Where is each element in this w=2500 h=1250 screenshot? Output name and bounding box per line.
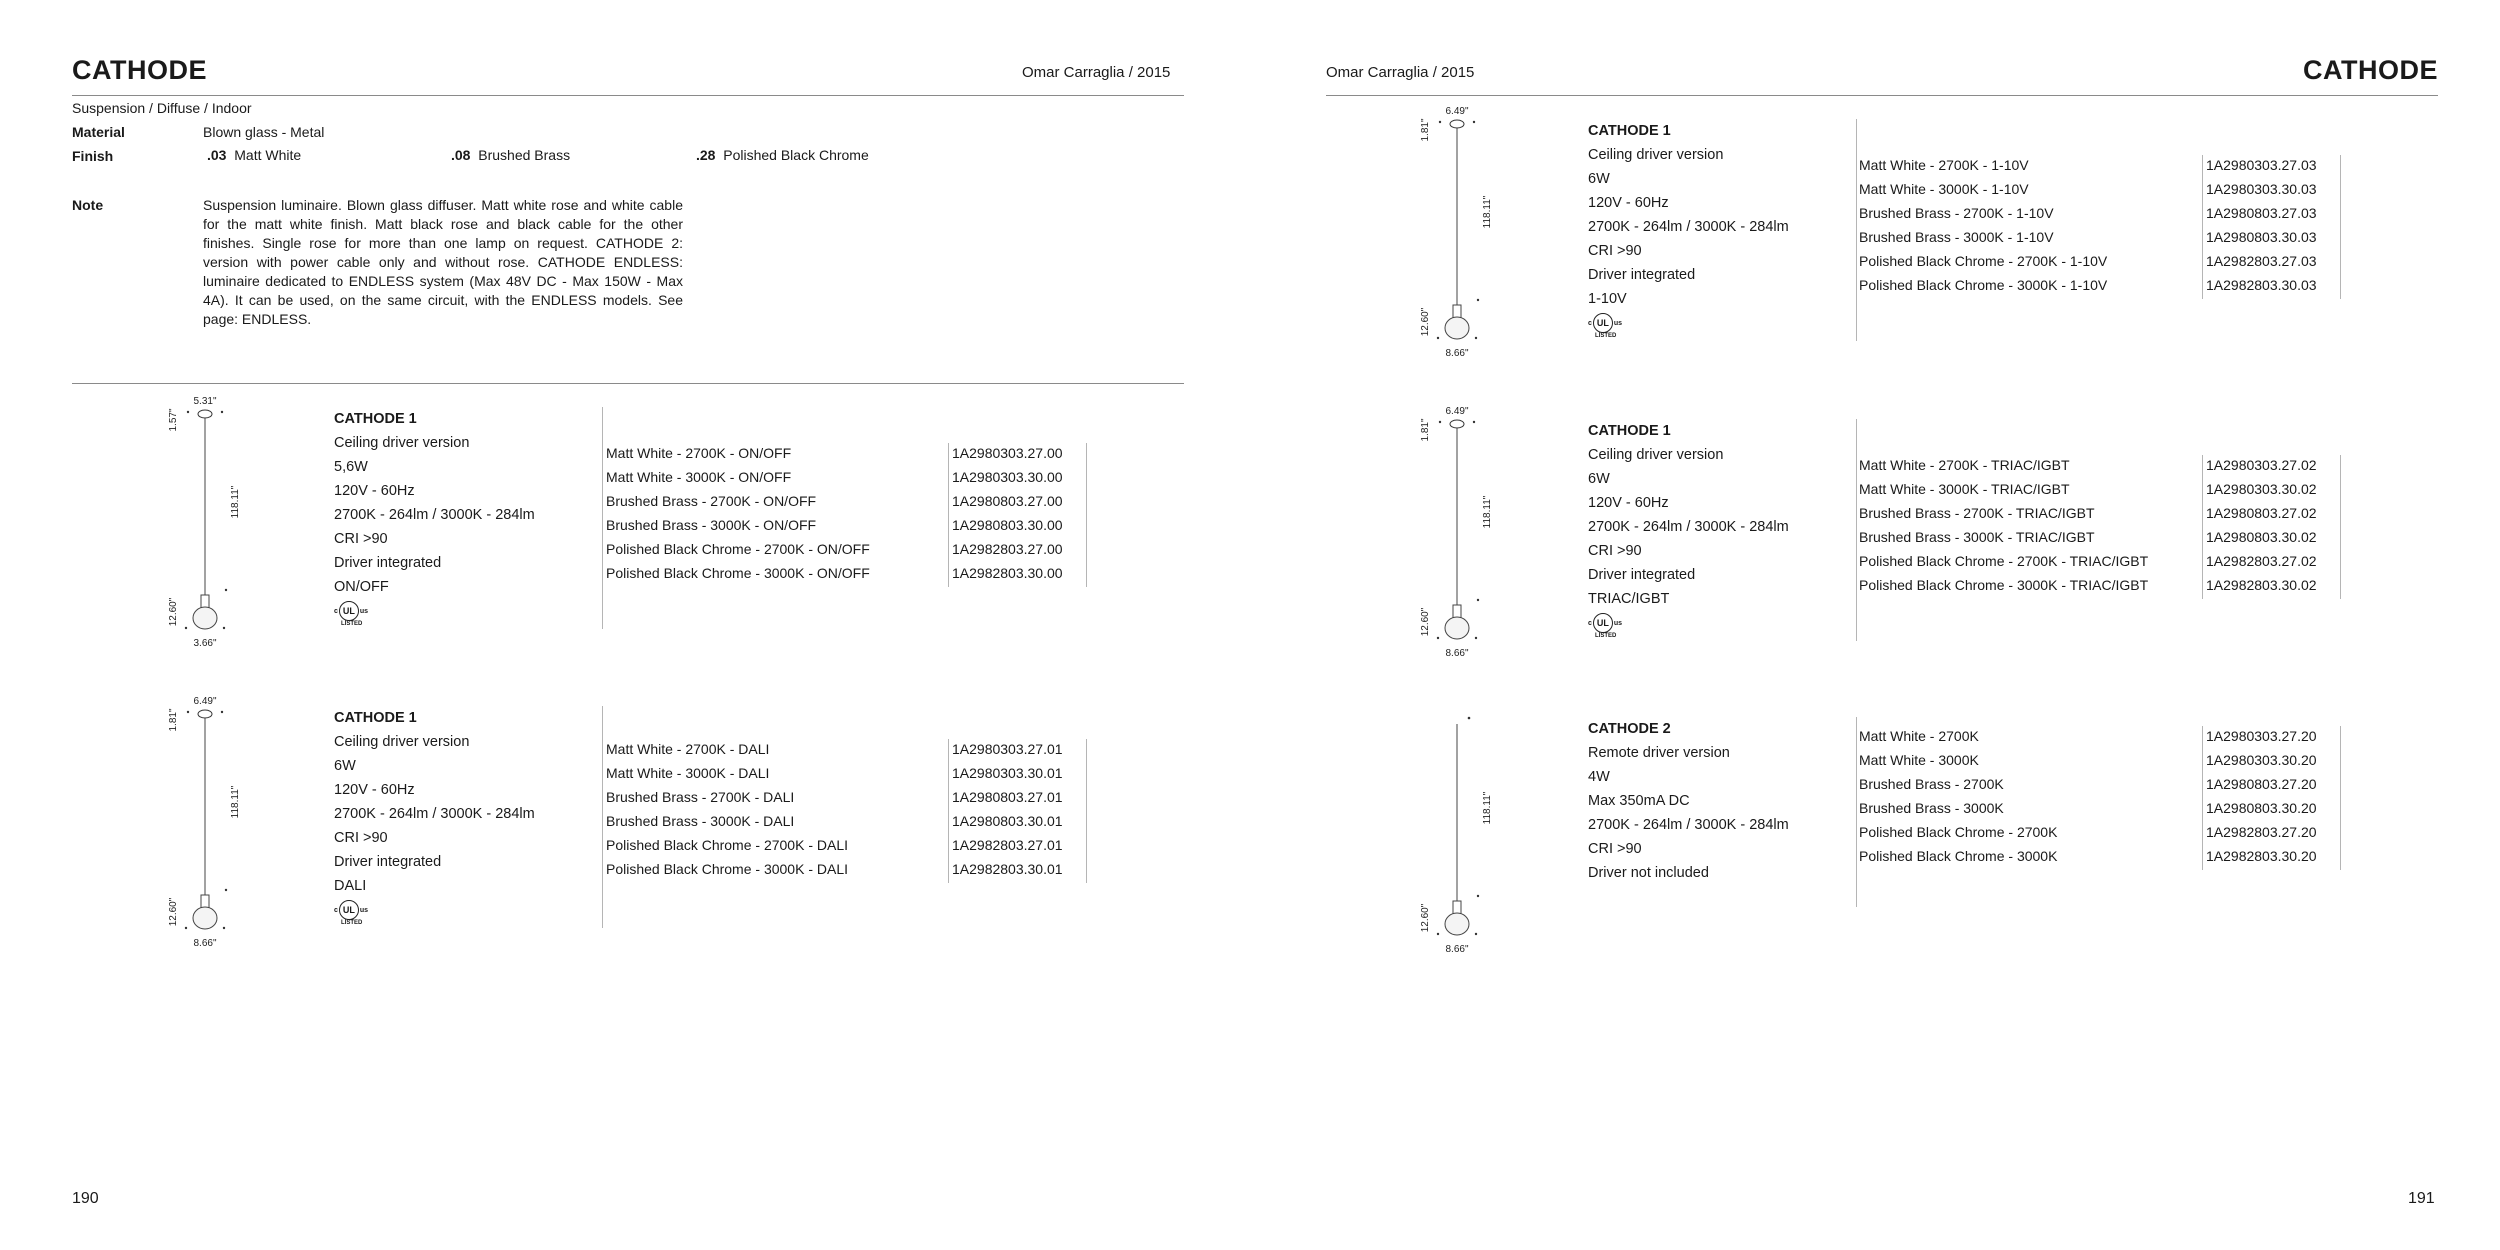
rose-shape xyxy=(198,410,212,418)
variant-description: Brushed Brass - 3000K - TRIAC/IGBT xyxy=(1859,529,2095,545)
rose-shape xyxy=(198,710,212,718)
table-column-divider xyxy=(2202,455,2203,599)
dim-cable-length: 118.11" xyxy=(230,785,241,819)
note-text: Suspension luminaire. Blown glass diffuser. Matt white rose and white cable for the matt white finish. Matt black rose and black cable for the other finishes. Single rose for more than one lamp on request. CATHODE 2: version with power cable only and without rose. CATHODE ENDLESS: luminaire dedicated to ENDLESS system (Max 48V DC - Max 150W - Max 4A). It can be used, on the same circuit, with the ENDLESS models. See page: ENDLESS. xyxy=(203,197,683,327)
product-code: 1A2982803.30.03 xyxy=(2206,277,2317,293)
table-column-divider xyxy=(2340,155,2341,299)
spec-line: 120V - 60Hz xyxy=(1588,495,1669,511)
lamp-neck xyxy=(201,595,209,608)
dim-marker-dot xyxy=(1475,637,1477,639)
spec-block xyxy=(1588,419,1789,640)
product-code: 1A2980803.30.03 xyxy=(2206,229,2317,245)
spec-line: DALI xyxy=(334,878,367,894)
product-code: 1A2980803.30.20 xyxy=(2206,800,2317,816)
finish-name: Polished Black Chrome xyxy=(723,147,869,163)
ul-suffix: us xyxy=(359,906,369,914)
rose-shape xyxy=(1450,120,1464,128)
dim-diffuser-width: 8.66" xyxy=(1445,348,1469,359)
finish-code: .08 xyxy=(451,147,471,163)
dim-marker-dot xyxy=(1473,121,1475,123)
dim-width-top: 5.31" xyxy=(193,396,217,407)
spec-separator xyxy=(602,407,603,629)
ul-prefix: c xyxy=(1588,619,1592,627)
product-code: 1A2980303.27.00 xyxy=(952,445,1063,461)
ul-circle-icon: UL xyxy=(339,900,359,920)
product-code: 1A2980303.27.20 xyxy=(2206,728,2317,744)
spec-line: Ceiling driver version xyxy=(334,435,470,451)
spec-line: 120V - 60Hz xyxy=(334,483,415,499)
spec-line: CRI >90 xyxy=(334,531,388,547)
designer-credit-left: Omar Carraglia / 2015 xyxy=(1022,64,1171,81)
dim-rose-height: 1.81" xyxy=(1420,418,1431,442)
ul-suffix: us xyxy=(1613,619,1623,627)
product-code: 1A2980303.30.01 xyxy=(952,765,1063,781)
dim-lamp-height: 12.60" xyxy=(168,897,179,927)
product-code: 1A2980303.30.20 xyxy=(2206,752,2317,768)
product-code: 1A2982803.27.00 xyxy=(952,541,1063,557)
page-number-right: 191 xyxy=(2408,1190,2435,1207)
glass-diffuser xyxy=(1445,617,1469,639)
spec-line: Ceiling driver version xyxy=(1588,147,1724,163)
dim-marker-dot xyxy=(1468,717,1471,720)
table-column-divider xyxy=(948,739,949,883)
dim-cable-length: 118.11" xyxy=(1482,195,1493,229)
lamp-neck xyxy=(1453,605,1461,618)
spec-separator xyxy=(1856,717,1857,907)
spec-line: CRI >90 xyxy=(1588,841,1642,857)
variant-description: Polished Black Chrome - 3000K - TRIAC/IGBT xyxy=(1859,577,2149,593)
ul-listed-badge xyxy=(334,900,535,927)
dim-marker-dot xyxy=(185,627,187,629)
dim-marker-dot xyxy=(1437,637,1439,639)
variant-description: Matt White - 2700K xyxy=(1859,728,1979,744)
material-value: Blown glass - Metal xyxy=(203,124,325,140)
variant-description: Polished Black Chrome - 2700K xyxy=(1859,824,2058,840)
finish-name: Matt White xyxy=(234,147,302,163)
variant-description: Matt White - 2700K - 1-10V xyxy=(1859,157,2029,173)
spec-line: 2700K - 264lm / 3000K - 284lm xyxy=(1588,519,1789,535)
product-code: 1A2980303.27.03 xyxy=(2206,157,2317,173)
variant-description: Brushed Brass - 2700K - ON/OFF xyxy=(606,493,817,509)
table-column-divider xyxy=(1086,443,1087,587)
ul-prefix: c xyxy=(1588,319,1592,327)
variant-description: Brushed Brass - 3000K xyxy=(1859,800,2004,816)
product-code: 1A2982803.30.01 xyxy=(952,861,1063,877)
spec-line: Remote driver version xyxy=(1588,745,1730,761)
variant-description: Polished Black Chrome - 2700K - DALI xyxy=(606,837,848,853)
spec-line: 6W xyxy=(1588,471,1610,487)
page-title-right: CATHODE xyxy=(2303,55,2438,85)
table-column-divider xyxy=(2340,726,2341,870)
page-title-left: CATHODE xyxy=(72,55,207,85)
dim-cable-length: 118.11" xyxy=(230,485,241,519)
dim-marker-dot xyxy=(187,711,189,713)
dim-diffuser-width: 3.66" xyxy=(193,638,217,649)
pendant-lamp-drawing xyxy=(1412,100,1522,360)
ul-listed-badge xyxy=(1588,313,1789,340)
dim-marker-dot xyxy=(1475,337,1477,339)
ul-circle-icon: UL xyxy=(1593,613,1613,633)
spec-line: 5,6W xyxy=(334,459,368,475)
variant-description: Brushed Brass - 2700K - DALI xyxy=(606,789,795,805)
dim-cable-length: 118.11" xyxy=(1482,495,1493,529)
spec-separator xyxy=(602,706,603,928)
variant-description: Matt White - 3000K xyxy=(1859,752,1979,768)
variant-description: Brushed Brass - 2700K xyxy=(1859,776,2004,792)
model-name: CATHODE 1 xyxy=(1588,423,1671,439)
pendant-lamp-drawing xyxy=(1412,696,1522,956)
variant-description: Polished Black Chrome - 3000K - 1-10V xyxy=(1859,277,2108,293)
ul-listed-badge xyxy=(334,601,535,628)
dim-marker-dot xyxy=(1477,599,1479,601)
spec-line: ON/OFF xyxy=(334,579,389,595)
dim-lamp-height: 12.60" xyxy=(1420,607,1431,637)
table-column-divider xyxy=(2340,455,2341,599)
dim-lamp-height: 12.60" xyxy=(1420,307,1431,337)
section-rule xyxy=(72,383,1184,384)
dim-width-top: 6.49" xyxy=(193,696,217,707)
variant-description: Polished Black Chrome - 3000K - ON/OFF xyxy=(606,565,870,581)
variant-description: Matt White - 3000K - 1-10V xyxy=(1859,181,2029,197)
product-code: 1A2980803.27.02 xyxy=(2206,505,2317,521)
spec-line: 6W xyxy=(1588,171,1610,187)
header-rule-left xyxy=(72,95,1184,96)
dim-marker-dot xyxy=(223,927,225,929)
variant-description: Brushed Brass - 3000K - DALI xyxy=(606,813,795,829)
dim-marker-dot xyxy=(187,411,189,413)
spec-line: Driver integrated xyxy=(334,555,442,571)
spec-line: Ceiling driver version xyxy=(1588,447,1724,463)
pendant-lamp-drawing xyxy=(1412,400,1522,660)
variant-description: Matt White - 3000K - DALI xyxy=(606,765,770,781)
dim-cable-length: 118.11" xyxy=(1482,791,1493,825)
variant-description: Brushed Brass - 3000K - 1-10V xyxy=(1859,229,2054,245)
ul-prefix: c xyxy=(334,906,338,914)
variant-description: Brushed Brass - 3000K - ON/OFF xyxy=(606,517,817,533)
product-code: 1A2982803.30.20 xyxy=(2206,848,2317,864)
variant-description: Polished Black Chrome - 3000K - DALI xyxy=(606,861,848,877)
dim-rose-height: 1.81" xyxy=(1420,118,1431,142)
spec-line: CRI >90 xyxy=(1588,543,1642,559)
header-rule-right xyxy=(1326,95,2438,96)
pendant-lamp-drawing xyxy=(160,390,270,650)
product-code: 1A2980803.30.00 xyxy=(952,517,1063,533)
product-code: 1A2980803.30.01 xyxy=(952,813,1063,829)
ul-caption: LISTED xyxy=(1595,633,1617,639)
dim-rose-height: 1.81" xyxy=(168,708,179,732)
ul-mark xyxy=(334,900,368,920)
dim-rose-height: 1.57" xyxy=(168,408,179,432)
spec-line: Ceiling driver version xyxy=(334,734,470,750)
dim-marker-dot xyxy=(1477,299,1479,301)
product-code: 1A2982803.30.02 xyxy=(2206,577,2317,593)
rose-shape xyxy=(1450,420,1464,428)
spec-block xyxy=(334,706,535,927)
lamp-neck xyxy=(1453,305,1461,318)
product-code: 1A2980803.30.02 xyxy=(2206,529,2317,545)
model-name: CATHODE 1 xyxy=(334,411,417,427)
product-code: 1A2980303.27.01 xyxy=(952,741,1063,757)
dim-diffuser-width: 8.66" xyxy=(1445,944,1469,955)
dim-diffuser-width: 8.66" xyxy=(1445,648,1469,659)
finish-code: .28 xyxy=(696,147,716,163)
ul-suffix: us xyxy=(359,607,369,615)
dim-marker-dot xyxy=(223,627,225,629)
ul-caption: LISTED xyxy=(1595,333,1617,339)
dim-marker-dot xyxy=(1437,933,1439,935)
ul-caption: LISTED xyxy=(341,920,363,926)
variant-description: Matt White - 2700K - DALI xyxy=(606,741,770,757)
dim-marker-dot xyxy=(221,711,223,713)
finish-item xyxy=(451,147,570,163)
glass-diffuser xyxy=(1445,317,1469,339)
ul-caption: LISTED xyxy=(341,621,363,627)
spec-line: Driver integrated xyxy=(334,854,442,870)
ul-circle-icon: UL xyxy=(1593,313,1613,333)
pendant-lamp-drawing xyxy=(160,690,270,950)
dim-lamp-height: 12.60" xyxy=(168,597,179,627)
dim-width-top: 6.49" xyxy=(1445,106,1469,117)
product-code: 1A2980303.30.03 xyxy=(2206,181,2317,197)
spec-line: CRI >90 xyxy=(334,830,388,846)
lamp-neck xyxy=(1453,901,1461,914)
glass-diffuser xyxy=(1445,913,1469,935)
product-code: 1A2980803.27.03 xyxy=(2206,205,2317,221)
spec-line: Driver integrated xyxy=(1588,267,1696,283)
spec-separator xyxy=(1856,419,1857,641)
spec-line: 2700K - 264lm / 3000K - 284lm xyxy=(334,507,535,523)
finish-name: Brushed Brass xyxy=(478,147,571,163)
variant-description: Polished Black Chrome - 2700K - TRIAC/IGBT xyxy=(1859,553,2149,569)
product-code: 1A2982803.27.01 xyxy=(952,837,1063,853)
ul-listed-badge xyxy=(1588,613,1789,640)
variant-description: Brushed Brass - 2700K - TRIAC/IGBT xyxy=(1859,505,2095,521)
spec-line: 6W xyxy=(334,758,356,774)
spec-block xyxy=(1588,119,1789,340)
spec-line: 1-10V xyxy=(1588,291,1627,307)
variant-description: Matt White - 3000K - TRIAC/IGBT xyxy=(1859,481,2070,497)
ul-mark xyxy=(1588,313,1622,333)
product-code: 1A2982803.27.20 xyxy=(2206,824,2317,840)
variant-description: Matt White - 2700K - TRIAC/IGBT xyxy=(1859,457,2070,473)
model-name: CATHODE 1 xyxy=(1588,123,1671,139)
table-column-divider xyxy=(1086,739,1087,883)
product-code: 1A2980803.27.00 xyxy=(952,493,1063,509)
dim-marker-dot xyxy=(185,927,187,929)
spec-line: 4W xyxy=(1588,769,1610,785)
dim-marker-dot xyxy=(221,411,223,413)
dim-marker-dot xyxy=(1477,895,1479,897)
table-column-divider xyxy=(2202,155,2203,299)
material-label: Material xyxy=(72,124,125,140)
ul-suffix: us xyxy=(1613,319,1623,327)
dim-marker-dot xyxy=(1473,421,1475,423)
variant-description: Polished Black Chrome - 3000K xyxy=(1859,848,2058,864)
finish-code: .03 xyxy=(207,147,227,163)
variant-description: Matt White - 3000K - ON/OFF xyxy=(606,469,792,485)
ul-prefix: c xyxy=(334,607,338,615)
product-category: Suspension / Diffuse / Indoor xyxy=(72,100,252,116)
spec-line: Driver not included xyxy=(1588,865,1709,881)
dim-marker-dot xyxy=(1437,337,1439,339)
ul-mark xyxy=(334,601,368,621)
ul-circle-icon: UL xyxy=(339,601,359,621)
spec-block xyxy=(1588,717,1789,885)
dim-lamp-height: 12.60" xyxy=(1420,903,1431,933)
finish-item xyxy=(207,147,301,163)
spec-separator xyxy=(1856,119,1857,341)
spec-line: 2700K - 264lm / 3000K - 284lm xyxy=(1588,219,1789,235)
product-code: 1A2980803.27.01 xyxy=(952,789,1063,805)
product-code: 1A2982803.30.00 xyxy=(952,565,1063,581)
lamp-neck xyxy=(201,895,209,908)
spec-block xyxy=(334,407,535,628)
variant-description: Polished Black Chrome - 2700K - 1-10V xyxy=(1859,253,2108,269)
table-column-divider xyxy=(948,443,949,587)
designer-credit-right: Omar Carraglia / 2015 xyxy=(1326,64,1475,81)
variant-description: Matt White - 2700K - ON/OFF xyxy=(606,445,792,461)
dim-marker-dot xyxy=(225,889,227,891)
product-code: 1A2982803.27.02 xyxy=(2206,553,2317,569)
dim-marker-dot xyxy=(1475,933,1477,935)
product-code: 1A2982803.27.03 xyxy=(2206,253,2317,269)
dim-marker-dot xyxy=(1439,421,1441,423)
variant-description: Brushed Brass - 2700K - 1-10V xyxy=(1859,205,2054,221)
model-name: CATHODE 2 xyxy=(1588,721,1671,737)
model-name: CATHODE 1 xyxy=(334,710,417,726)
spec-line: Max 350mA DC xyxy=(1588,793,1690,809)
spec-line: TRIAC/IGBT xyxy=(1588,591,1670,607)
finish-label: Finish xyxy=(72,148,114,164)
product-code: 1A2980303.30.02 xyxy=(2206,481,2317,497)
spec-line: 120V - 60Hz xyxy=(1588,195,1669,211)
spec-line: Driver integrated xyxy=(1588,567,1696,583)
variant-description: Polished Black Chrome - 2700K - ON/OFF xyxy=(606,541,870,557)
glass-diffuser xyxy=(193,907,217,929)
product-code: 1A2980303.30.00 xyxy=(952,469,1063,485)
ul-mark xyxy=(1588,613,1622,633)
page-number-left: 190 xyxy=(72,1190,99,1207)
finish-item xyxy=(696,147,869,163)
note-label: Note xyxy=(72,197,104,213)
product-code: 1A2980803.27.20 xyxy=(2206,776,2317,792)
spec-line: 120V - 60Hz xyxy=(334,782,415,798)
dim-diffuser-width: 8.66" xyxy=(193,938,217,949)
spec-line: 2700K - 264lm / 3000K - 284lm xyxy=(1588,817,1789,833)
spec-line: CRI >90 xyxy=(1588,243,1642,259)
dim-width-top: 6.49" xyxy=(1445,406,1469,417)
product-code: 1A2980303.27.02 xyxy=(2206,457,2317,473)
glass-diffuser xyxy=(193,607,217,629)
spec-line: 2700K - 264lm / 3000K - 284lm xyxy=(334,806,535,822)
dim-marker-dot xyxy=(1439,121,1441,123)
dim-marker-dot xyxy=(225,589,227,591)
table-column-divider xyxy=(2202,726,2203,870)
